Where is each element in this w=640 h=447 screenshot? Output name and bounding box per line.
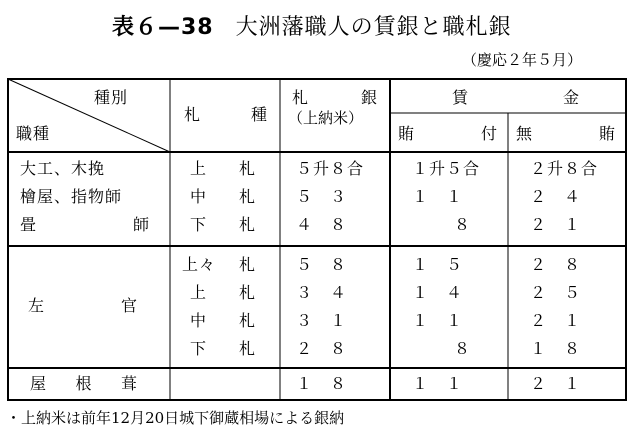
fudagin-value: ５ ８ (296, 255, 348, 274)
wage-without-meals: １ ８ (530, 339, 582, 358)
trade-label: 左 官 (28, 296, 138, 315)
header-diag-bottom: 職種 (16, 124, 51, 143)
wage-with-meals: １ １ (412, 374, 464, 393)
wage-with-meals: ８ (454, 339, 472, 358)
header-chingin: 賃 金 (452, 88, 580, 107)
wage-without-meals: ２升８合 (530, 159, 599, 178)
wage-without-meals: ２ １ (530, 311, 582, 330)
fudagin-value: ３ ４ (296, 283, 348, 302)
trade-label: 大工、木挽 (20, 159, 106, 178)
wage-with-meals: １ １ (412, 187, 464, 206)
fuda-rank: 下 札 (190, 339, 256, 358)
trade-label: 畳 師 (20, 215, 150, 234)
era-note: （慶応２年５月） (462, 51, 583, 69)
fudagin-value: １ ８ (296, 374, 348, 393)
fuda-rank: 下 札 (190, 215, 256, 234)
table-caption: 大洲藩職人の賃銀と職札銀 (235, 15, 512, 40)
wage-with-meals: １ １ (412, 311, 464, 330)
wage-with-meals: １ ４ (412, 283, 464, 302)
header-diag-top: 種別 (94, 88, 129, 107)
header-fuda: 札 種 (184, 105, 268, 124)
header-makanai-tsuki: 賄 付 (398, 124, 498, 143)
fuda-rank: 上 札 (190, 283, 256, 302)
fuda-rank: 上 札 (190, 159, 256, 178)
wage-without-meals: ２ １ (530, 374, 582, 393)
header-makanai-nashi: 無 賄 (516, 124, 616, 143)
wage-without-meals: ２ ５ (530, 283, 582, 302)
fudagin-value: ４ ８ (296, 215, 348, 234)
fuda-rank: 上々 札 (182, 255, 256, 274)
wage-with-meals: １升５合 (412, 159, 481, 178)
fudagin-value: ５升８合 (296, 159, 365, 178)
fudagin-value: ５ ３ (296, 187, 348, 206)
trade-label: 檜屋、指物師 (20, 187, 123, 206)
wage-without-meals: ２ ４ (530, 187, 582, 206)
fuda-rank: 中 札 (190, 311, 256, 330)
wage-without-meals: ２ １ (530, 215, 582, 234)
header-fudagin-sub: （上納米） (288, 109, 364, 127)
fuda-rank: 中 札 (190, 187, 256, 206)
wage-with-meals: ８ (454, 215, 472, 234)
wage-without-meals: ２ ８ (530, 255, 582, 274)
fudagin-value: ３ １ (296, 311, 348, 330)
table-number: 表６—38 (112, 15, 214, 40)
footnote: ・上納米は前年12月20日城下御蔵相場による銀納 (6, 409, 345, 427)
trade-label: 屋 根 葺 (30, 374, 138, 393)
wage-with-meals: １ ５ (412, 255, 464, 274)
fudagin-value: ２ ８ (296, 339, 348, 358)
header-fudagin: 札 銀 (292, 88, 378, 107)
